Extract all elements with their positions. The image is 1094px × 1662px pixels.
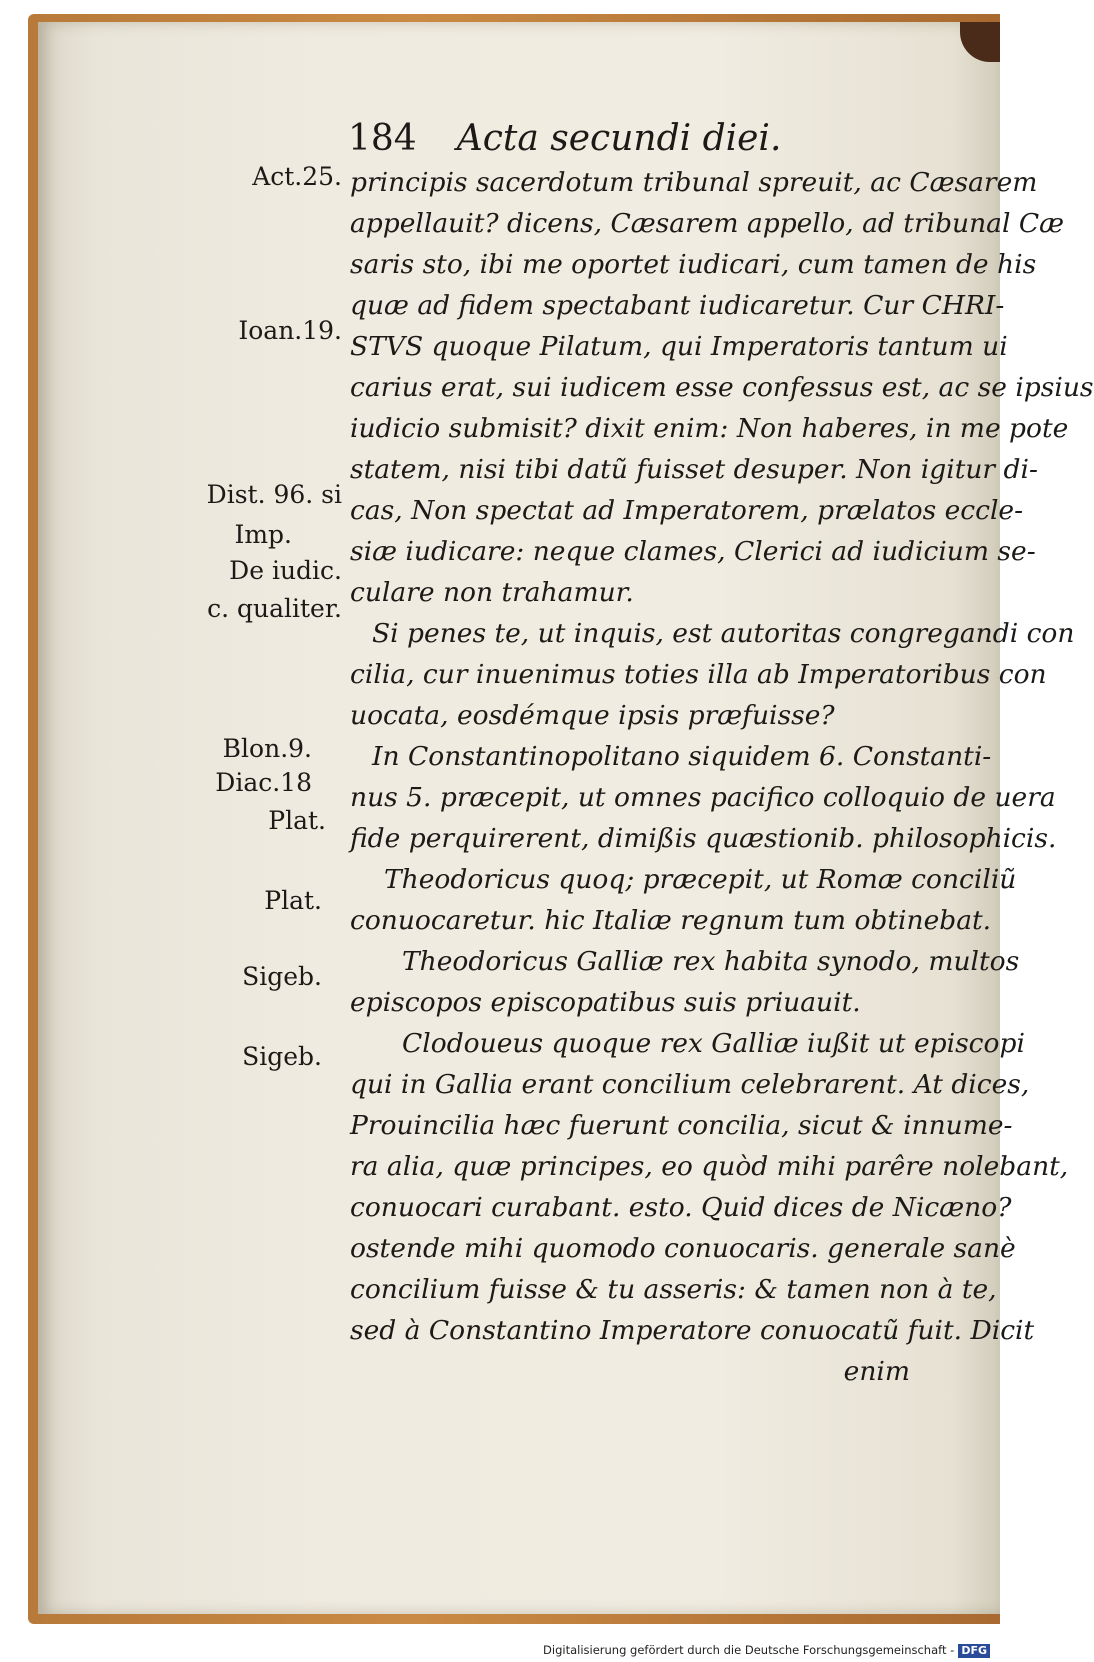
body-text (350, 162, 1094, 1392)
page-header (348, 118, 781, 159)
margin-note: Plat. (264, 886, 322, 915)
text-line: conuocaretur. hic Italiæ regnum tum obtinebat. (350, 905, 992, 936)
text-line: principis sacerdotum tribunal spreuit, ac Cæsarem (350, 167, 1038, 198)
margin-note: Ioan.19. (238, 316, 342, 345)
margin-note: Diac.18 (215, 768, 312, 797)
text-line: culare non trahamur. (350, 577, 634, 608)
catchword: enim (843, 1356, 910, 1387)
text-line: cas, Non spectat ad Imperatorem, prælatos eccle- (350, 495, 1024, 526)
margin-note: Act.25. (252, 162, 342, 191)
dfg-logo-icon: DFG (958, 1644, 990, 1658)
margin-note: Plat. (268, 806, 326, 835)
text-line: Prouincilia hæc fuerunt concilia, sicut & innume- (350, 1110, 1013, 1141)
text-line: concilium fuisse & tu asseris: & tamen non à te, (350, 1274, 997, 1305)
text-line: qui in Gallia erant concilium celebrarent. At dices, (350, 1069, 1030, 1100)
text-line: Theodoricus Galliæ rex habita synodo, multos (402, 946, 1020, 977)
text-line: Clodoueus quoque rex Galliæ iußit ut episcopi (402, 1028, 1025, 1059)
text-line: Si penes te, ut inquis, est autoritas congregandi con (372, 618, 1075, 649)
text-line: In Constantinopolitano siquidem 6. Constanti- (372, 741, 992, 772)
running-title: Acta secundi diei. (456, 118, 782, 159)
footer-credit (543, 1643, 990, 1658)
page-number: 184 (348, 118, 417, 159)
margin-note: De iudic. (229, 556, 342, 585)
margin-note: Imp. (234, 520, 292, 549)
text-line: uocata, eosdémque ipsis præfuisse? (350, 700, 835, 731)
text-line: conuocari curabant. esto. Quid dices de Nicæno? (350, 1192, 1012, 1223)
text-line: ostende mihi quomodo conuocaris. generale sanè (350, 1233, 1016, 1264)
margin-note: Dist. 96. si (206, 480, 342, 509)
text-line: carius erat, sui iudicem esse confessus est, ac se ipsius (350, 372, 1094, 403)
text-line: fide perquirerent, dimißis quæstionib. philosophicis. (350, 823, 1057, 854)
margin-note: Blon.9. (222, 734, 312, 763)
page-corner-dark (960, 22, 1000, 62)
text-line: statem, nisi tibi datũ fuisset desuper. Non igitur di- (350, 454, 1038, 485)
text-line: siæ iudicare: neque clames, Clerici ad iudicium se- (350, 536, 1036, 567)
footer-credit-text: Digitalisierung gefördert durch die Deutsche Forschungsgemeinschaft - (543, 1643, 955, 1657)
text-line: saris sto, ibi me oportet iudicari, cum tamen de his (350, 249, 1037, 280)
text-line: STVS quoque Pilatum, qui Imperatoris tantum ui (350, 331, 1008, 362)
text-line: cilia, cur inuenimus toties illa ab Imperatoribus con (350, 659, 1047, 690)
text-line: Theodoricus quoq; præcepit, ut Romæ conciliũ (384, 864, 1017, 895)
text-line: appellauit? dicens, Cæsarem appello, ad tribunal Cæ (350, 208, 1065, 239)
text-line: nus 5. præcepit, ut omnes pacifico colloquio de uera (350, 782, 1056, 813)
margin-note: Sigeb. (242, 962, 322, 991)
text-line: sed à Constantino Imperatore conuocatũ fuit. Dicit (350, 1315, 1035, 1346)
text-line: iudicio submisit? dixit enim: Non haberes, in me pote (350, 413, 1069, 444)
text-line: quæ ad fidem spectabant iudicaretur. Cur CHRI- (350, 290, 1005, 321)
text-line: episcopos episcopatibus suis priuauit. (350, 987, 861, 1018)
margin-note: c. qualiter. (207, 594, 342, 623)
text-line: ra alia, quæ principes, eo quòd mihi parêre nolebant, (350, 1151, 1069, 1182)
margin-note: Sigeb. (242, 1042, 322, 1071)
